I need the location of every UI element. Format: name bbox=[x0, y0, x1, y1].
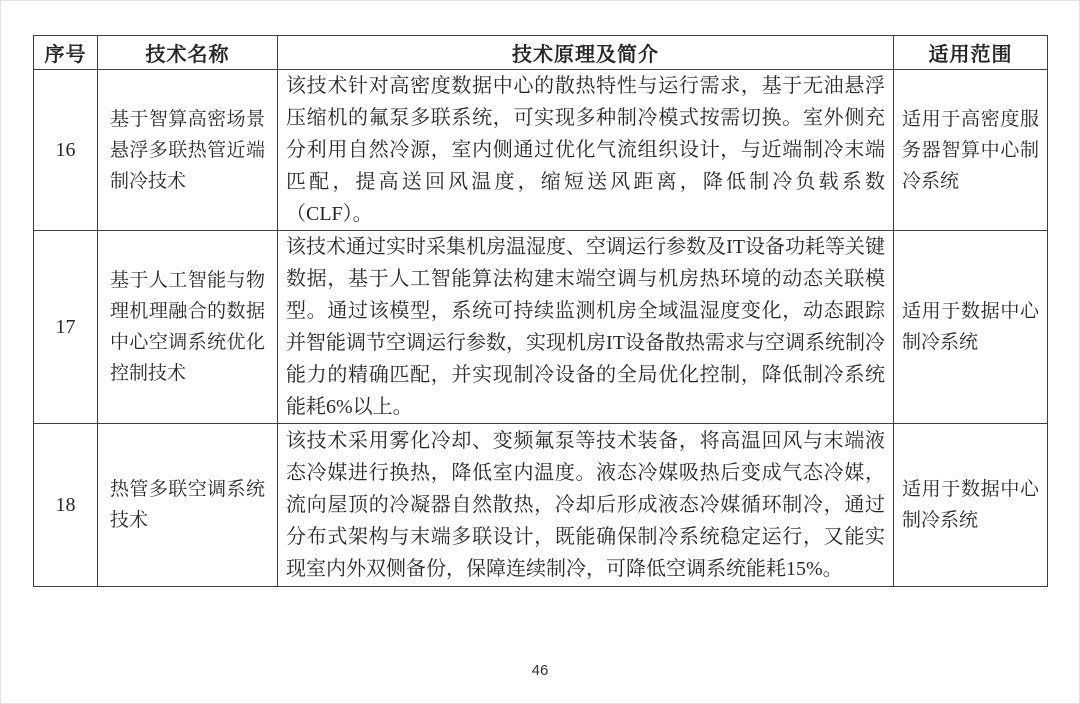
header-principle-intro: 技术原理及简介 bbox=[278, 36, 894, 70]
technology-table bbox=[33, 35, 1048, 587]
row-18-description: 该技术采用雾化冷却、变频氟泵等技术装备，将高温回风与末端液态冷媒进行换热，降低室内温度。液态冷媒吸热后变成气态冷媒，流向屋顶的冷凝器自然散热，冷却后形成液态冷媒循环制冷，通过分布式架构与末端多联设计，既能确保制冷系统稳定运行，又能实现室内外双侧备份，保障连续制冷，可降低空调系统能耗15%。 bbox=[278, 424, 894, 587]
header-technology-name: 技术名称 bbox=[98, 36, 278, 70]
row-16-technology-name: 基于智算高密场景悬浮多联热管近端制冷技术 bbox=[98, 70, 278, 231]
page-number: 46 bbox=[531, 662, 549, 679]
row-18-technology-name: 热管多联空调系统技术 bbox=[98, 424, 278, 587]
header-serial-number: 序号 bbox=[34, 36, 98, 70]
table-row bbox=[34, 424, 1048, 587]
row-18-number: 18 bbox=[34, 424, 98, 587]
table-header-row bbox=[34, 36, 1048, 70]
row-17-description: 该技术通过实时采集机房温湿度、空调运行参数及IT设备功耗等关键数据，基于人工智能算法构建末端空调与机房热环境的动态关联模型。通过该模型，系统可持续监测机房全域温湿度变化，动态跟踪并智能调节空调运行参数，实现机房IT设备散热需求与空调系统制冷能力的精确匹配，并实现制冷设备的全局优化控制，降低制冷系统能耗6%以上。 bbox=[278, 231, 894, 424]
row-16-number: 16 bbox=[34, 70, 98, 231]
row-17-technology-name: 基于人工智能与物理机理融合的数据中心空调系统优化控制技术 bbox=[98, 231, 278, 424]
row-18-scope: 适用于数据中心制冷系统 bbox=[894, 424, 1048, 587]
row-16-scope: 适用于高密度服务器智算中心制冷系统 bbox=[894, 70, 1048, 231]
row-17-number: 17 bbox=[34, 231, 98, 424]
header-applicable-scope: 适用范围 bbox=[894, 36, 1048, 70]
table-row bbox=[34, 231, 1048, 424]
row-17-scope: 适用于数据中心制冷系统 bbox=[894, 231, 1048, 424]
row-16-description: 该技术针对高密度数据中心的散热特性与运行需求，基于无油悬浮压缩机的氟泵多联系统，可实现多种制冷模式按需切换。室外侧充分利用自然冷源，室内侧通过优化气流组织设计，与近端制冷末端匹配，提高送回风温度，缩短送风距离，降低制冷负载系数（CLF）。 bbox=[278, 70, 894, 231]
table-row bbox=[34, 70, 1048, 231]
